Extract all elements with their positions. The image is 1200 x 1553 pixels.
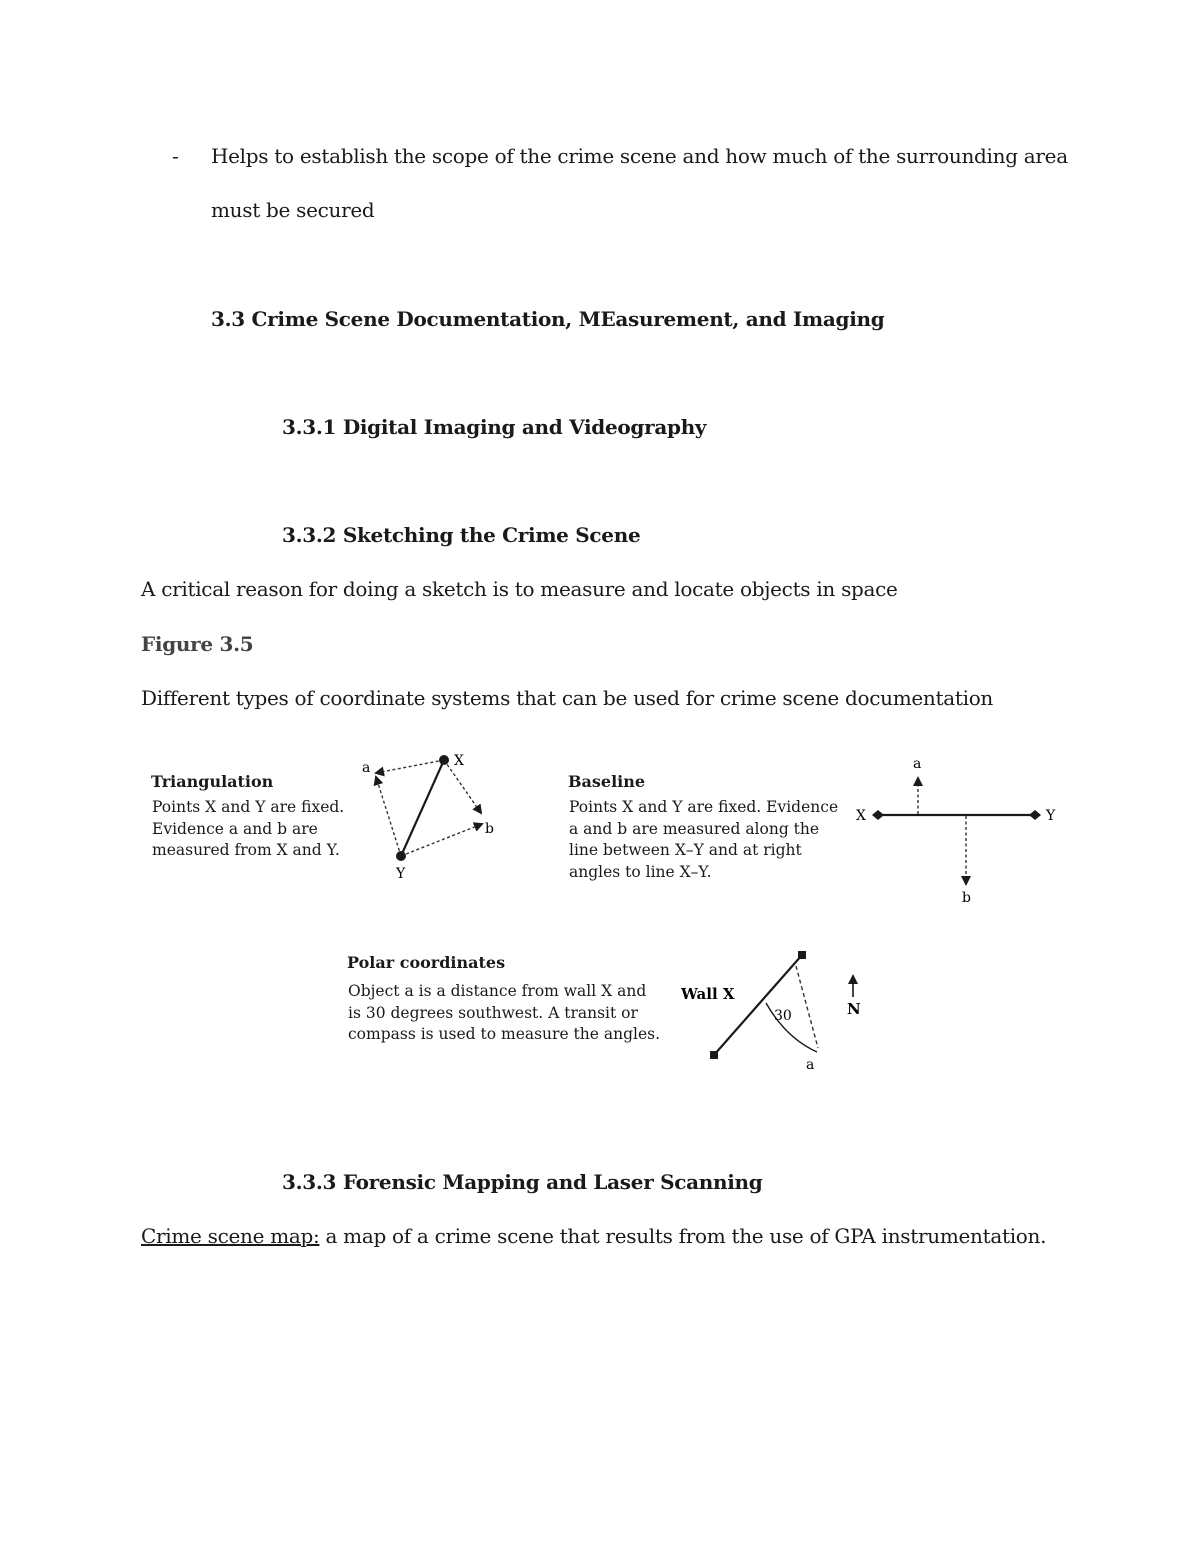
polar-desc-line: compass is used to measure the angles. <box>348 1025 661 1043</box>
baseline-label-a: a <box>913 756 922 772</box>
figure-caption: Different types of coordinate systems that can be used for crime scene documentation <box>141 686 994 710</box>
polar-distance-line <box>796 966 818 1048</box>
baseline-diagram <box>856 756 1056 906</box>
baseline-title: Baseline <box>568 772 646 791</box>
baseline-label-b: b <box>962 890 971 906</box>
figure-label: Figure 3.5 <box>141 632 254 656</box>
baseline-point-y <box>1029 810 1041 820</box>
triangulation-diagram <box>362 753 494 882</box>
triangulation-title: Triangulation <box>151 772 274 791</box>
polar-wall-end-bottom <box>710 1051 718 1059</box>
triangulation-point-x <box>439 755 449 765</box>
bullet-text-line2: must be secured <box>211 198 375 222</box>
polar-label-north: N <box>847 1000 861 1018</box>
triangulation-point-y <box>396 851 406 861</box>
polar-label-angle: 30 <box>774 1008 792 1024</box>
triangulation-label-x: X <box>454 753 464 769</box>
triangulation-y-to-a <box>376 777 401 856</box>
definition-text: a map of a crime scene that results from the use of GPA instrumentation. <box>319 1224 1047 1248</box>
triangulation-desc-line: Points X and Y are fixed. <box>152 798 345 816</box>
baseline-desc-line: line between X–Y and at right <box>569 841 802 859</box>
polar-wall-end-top <box>798 951 806 959</box>
definition-paragraph <box>141 1224 1046 1248</box>
triangulation-label-y: Y <box>396 866 406 882</box>
bullet-text-line1: Helps to establish the scope of the crime scene and how much of the surrounding area <box>211 144 1068 168</box>
polar-wall-line <box>714 955 802 1055</box>
baseline-desc-line: a and b are measured along the <box>569 819 820 838</box>
polar-diagram <box>680 951 861 1073</box>
baseline-desc-line: angles to line X–Y. <box>569 862 712 881</box>
baseline-desc-line: Points X and Y are fixed. Evidence <box>569 798 839 816</box>
triangulation-desc-line: Evidence a and b are <box>152 819 318 838</box>
section-heading-3-3-3: 3.3.3 Forensic Mapping and Laser Scanning <box>282 1170 763 1194</box>
triangulation-label-b: b <box>485 821 494 837</box>
baseline-label-x: X <box>856 808 866 824</box>
sketch-reason-text: A critical reason for doing a sketch is to measure and locate objects in space <box>141 577 898 601</box>
triangulation-x-to-a <box>376 760 444 773</box>
triangulation-desc-line: measured from X and Y. <box>152 841 340 859</box>
section-heading-3-3: 3.3 Crime Scene Documentation, MEasurement, and Imaging <box>211 307 885 331</box>
polar-title: Polar coordinates <box>347 953 506 972</box>
definition-term: Crime scene map: <box>141 1224 320 1248</box>
polar-label-a: a <box>806 1057 815 1073</box>
baseline-label-y: Y <box>1046 808 1056 824</box>
triangulation-label-a: a <box>362 760 371 776</box>
polar-label-wall: Wall X <box>681 985 735 1003</box>
baseline-point-x <box>872 810 884 820</box>
bullet-dash: - <box>172 144 179 168</box>
polar-desc-line: is 30 degrees southwest. A transit or <box>348 1003 638 1022</box>
polar-desc-line: Object a is a distance from wall X and <box>348 982 647 1000</box>
section-heading-3-3-2: 3.3.2 Sketching the Crime Scene <box>282 523 641 547</box>
section-heading-3-3-1: 3.3.1 Digital Imaging and Videography <box>282 415 707 439</box>
